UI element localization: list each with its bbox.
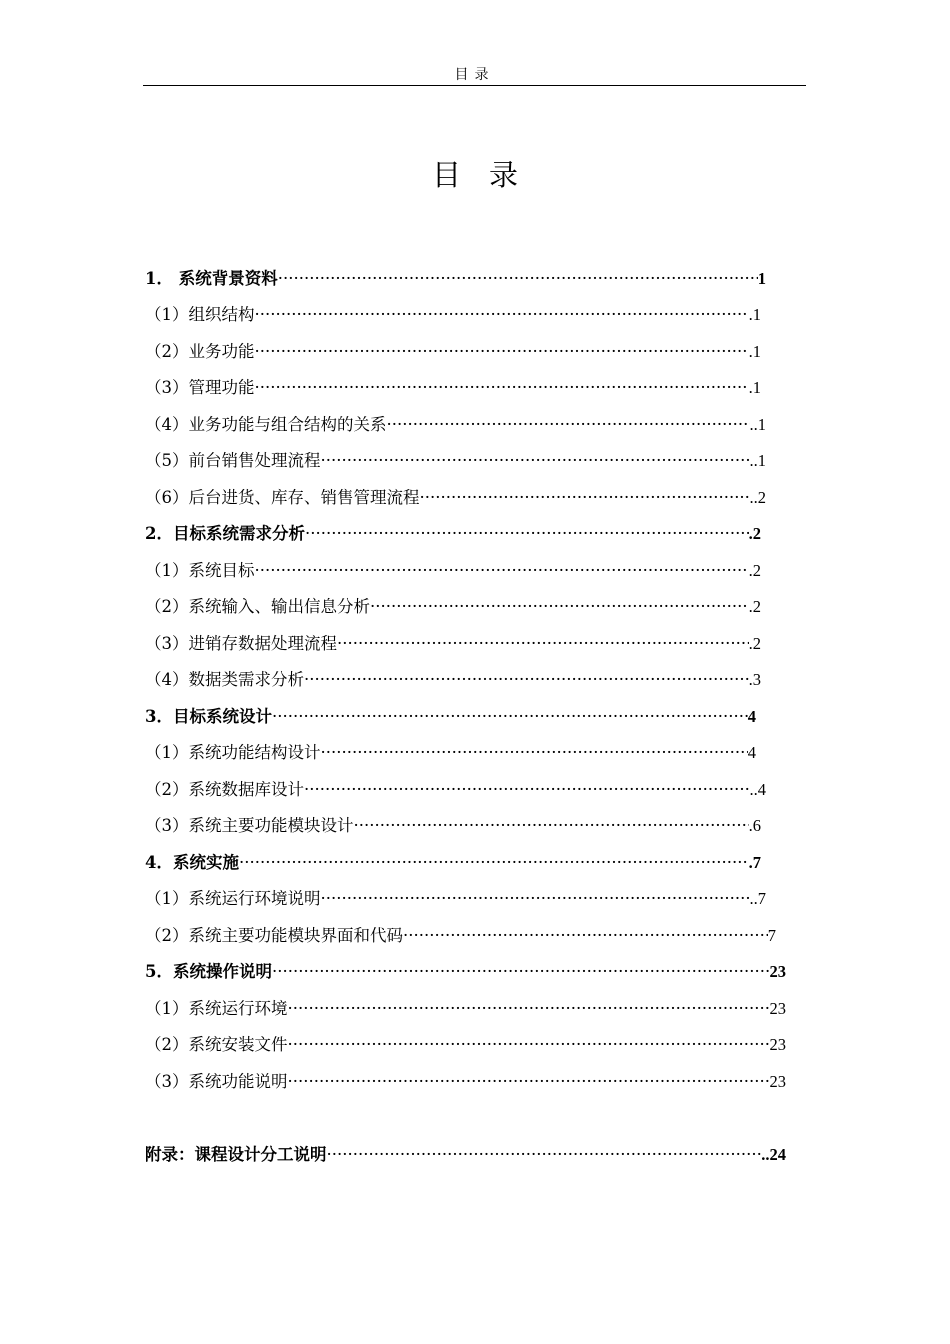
toc-entry-page: ..24	[761, 1145, 786, 1164]
toc-leader	[387, 412, 750, 438]
toc-entry[interactable]	[145, 631, 761, 657]
toc-entry-page: 23	[769, 1035, 786, 1054]
toc-entry-label: （1）系统目标	[145, 561, 255, 580]
toc-entry[interactable]	[145, 1069, 786, 1095]
toc-entry-page: .3	[748, 670, 761, 689]
toc-leader	[255, 375, 749, 401]
toc-leader	[272, 959, 770, 985]
toc-entry-page: 23	[769, 1072, 786, 1091]
toc-entry[interactable]	[145, 1142, 786, 1168]
toc-entry-label: （2）系统主要功能模块界面和代码	[145, 926, 403, 945]
toc-entry-label: （3）系统功能说明	[145, 1072, 288, 1091]
toc-entry[interactable]	[145, 594, 761, 620]
toc-entry-page: 23	[769, 962, 786, 981]
toc-entry-page: .2	[748, 597, 761, 616]
toc-leader	[370, 594, 749, 620]
toc-entry-label: （5）前台销售处理流程	[145, 451, 321, 470]
toc-entry[interactable]	[145, 777, 766, 803]
toc-entry[interactable]	[145, 448, 766, 474]
toc-leader	[305, 521, 749, 547]
toc-entry[interactable]	[145, 850, 761, 876]
toc-entry-page: 4	[747, 707, 756, 726]
toc-leader	[288, 996, 770, 1022]
toc-entry-label: （4）业务功能与组合结构的关系	[145, 415, 387, 434]
toc-entry-label: （3）进销存数据处理流程	[145, 634, 337, 653]
toc-entry-label: （2）业务功能	[145, 342, 255, 361]
toc-entry-page: .2	[748, 524, 761, 543]
toc-entry-page: .1	[748, 305, 761, 324]
toc-entry-page: ..1	[749, 451, 766, 470]
toc-leader	[321, 740, 748, 766]
toc-entry-label: （4）数据类需求分析	[145, 670, 304, 689]
toc-entry-page: ..1	[749, 415, 766, 434]
toc-entry-page: .6	[748, 816, 761, 835]
toc-entry-page: .1	[748, 378, 761, 397]
toc-leader	[304, 667, 749, 693]
toc-leader	[321, 886, 750, 912]
toc-entry[interactable]	[145, 886, 766, 912]
toc-leader	[403, 923, 768, 949]
toc-leader	[255, 302, 749, 328]
toc-leader	[304, 777, 750, 803]
toc-entry[interactable]	[145, 704, 756, 730]
toc-entry[interactable]	[145, 667, 761, 693]
toc-entry[interactable]	[145, 412, 766, 438]
toc-leader	[337, 631, 749, 657]
toc-entry[interactable]	[145, 266, 766, 292]
toc-entry-label: 1． 系统背景资料	[145, 269, 278, 288]
toc-entry-label: （2）系统输入、输出信息分析	[145, 597, 370, 616]
toc-entry-label: （1）组织结构	[145, 305, 255, 324]
toc-entry-page: ..4	[749, 780, 766, 799]
toc-entry[interactable]	[145, 923, 776, 949]
toc-entry-label: （1）系统功能结构设计	[145, 743, 321, 762]
toc-entry-label: （1）系统运行环境说明	[145, 889, 321, 908]
toc-entry-label: （2）系统安装文件	[145, 1035, 288, 1054]
toc-entry-page: .1	[748, 342, 761, 361]
toc-entry-label: 2．目标系统需求分析	[145, 524, 305, 543]
toc-entry[interactable]	[145, 521, 761, 547]
toc-entry-page: ..7	[749, 889, 766, 908]
toc-entry[interactable]	[145, 485, 766, 511]
toc-leader	[420, 485, 750, 511]
toc-leader	[272, 704, 748, 730]
toc-entry-label: （3）系统主要功能模块设计	[145, 816, 354, 835]
toc-leader	[288, 1032, 770, 1058]
toc-leader	[354, 813, 749, 839]
toc-leader	[239, 850, 749, 876]
toc-entry-label: 4．系统实施	[145, 853, 239, 872]
toc-entry[interactable]	[145, 996, 786, 1022]
toc-entry-page: .7	[748, 853, 761, 872]
running-header: 目录	[454, 67, 495, 83]
toc-entry-label: （1）系统运行环境	[145, 999, 288, 1018]
toc-entry-page: .2	[748, 561, 761, 580]
toc-entry-label: （3）管理功能	[145, 378, 255, 397]
toc-entry[interactable]	[145, 1032, 786, 1058]
toc-entry-label: （2）系统数据库设计	[145, 780, 304, 799]
toc-entry-label: 3．目标系统设计	[145, 707, 272, 726]
toc-entry-page: .2	[748, 634, 761, 653]
toc-entry-page: 1	[757, 269, 766, 288]
toc-leader	[278, 266, 758, 292]
toc-leader	[255, 558, 749, 584]
toc-entry-label: 附录：课程设计分工说明	[145, 1145, 327, 1164]
toc-entry[interactable]	[145, 339, 761, 365]
toc-entry[interactable]	[145, 558, 761, 584]
toc-entry-label: （6）后台进货、库存、销售管理流程	[145, 488, 420, 507]
toc-entry[interactable]	[145, 740, 756, 766]
toc-leader	[288, 1069, 770, 1095]
toc-entry-page: 23	[769, 999, 786, 1018]
toc-entry-page: 4	[747, 743, 756, 762]
page-title: 目录	[431, 158, 546, 192]
toc-entry-page: ..2	[749, 488, 766, 507]
toc-entry[interactable]	[145, 959, 786, 985]
toc-leader	[327, 1142, 762, 1168]
toc-entry-label: 5．系统操作说明	[145, 962, 272, 981]
toc-leader	[255, 339, 749, 365]
toc-leader	[321, 448, 750, 474]
toc-entry[interactable]	[145, 302, 761, 328]
toc-entry[interactable]	[145, 813, 761, 839]
toc-entry-page: 7	[767, 926, 776, 945]
toc-entry[interactable]	[145, 375, 761, 401]
